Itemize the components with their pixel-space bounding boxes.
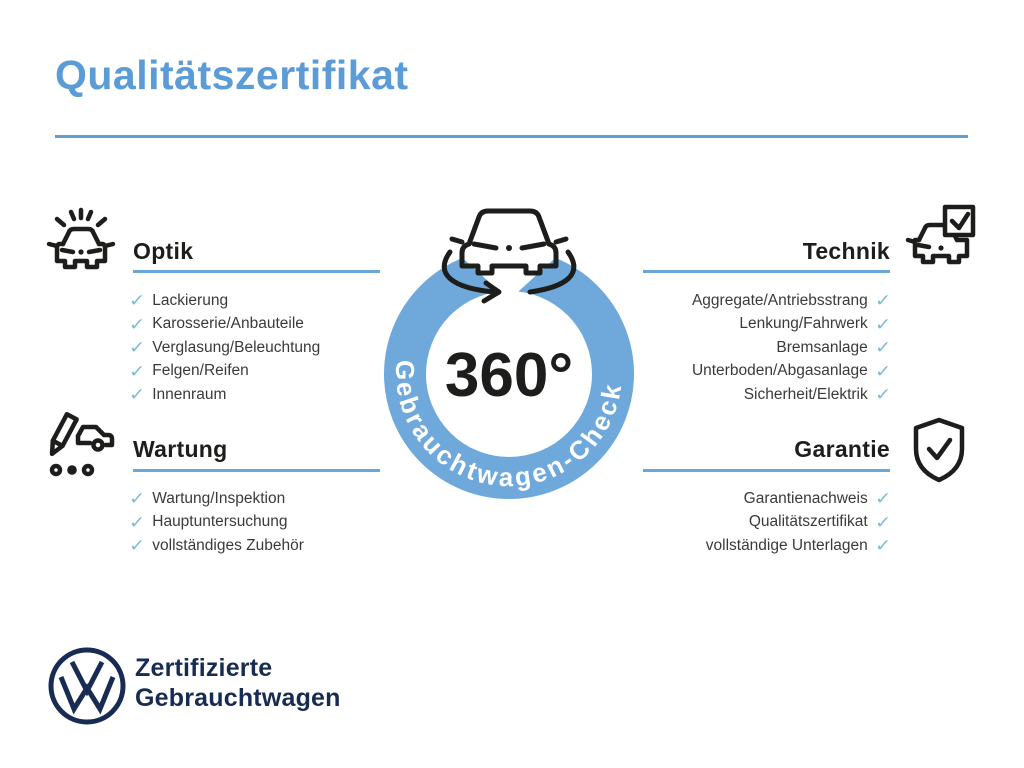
checklist-item-label: Karosserie/Anbauteile — [152, 315, 304, 333]
car-checkbox-icon — [904, 202, 978, 281]
section-title-garantie: Garantie — [794, 436, 890, 462]
check-icon: ✓ — [874, 291, 892, 311]
checklist-item — [620, 511, 890, 535]
check-icon: ✓ — [874, 338, 892, 358]
shield-check-icon — [908, 416, 970, 489]
checklist-item — [620, 360, 890, 384]
checklist-item — [620, 313, 890, 337]
service-checklist-icon — [42, 410, 118, 485]
checklist-item-label: Unterboden/Abgasanlage — [691, 362, 868, 380]
check-icon: ✓ — [128, 361, 146, 381]
checklist-item-label: Aggregate/Antriebsstrang — [691, 291, 868, 309]
checklist-item — [620, 534, 890, 558]
checklist-item-label: Qualitätszertifikat — [748, 513, 868, 531]
check-icon: ✓ — [874, 385, 892, 405]
checklist-item-label: vollständige Unterlagen — [705, 536, 868, 554]
technik-checklist — [620, 289, 890, 407]
check-icon: ✓ — [874, 361, 892, 381]
checklist-item-label: Bremsanlage — [776, 338, 868, 356]
checklist-item-label: Lackierung — [152, 291, 229, 309]
check-icon: ✓ — [874, 536, 892, 556]
checklist-item-label: Garantienachweis — [743, 489, 868, 507]
ring-label: Gebrauchtwagen-Check — [389, 359, 628, 493]
checklist-item — [620, 383, 890, 407]
check-icon: ✓ — [128, 291, 146, 311]
checklist-item-label: Felgen/Reifen — [152, 362, 249, 380]
section-title-optik: Optik — [133, 238, 194, 264]
checklist-item-label: Wartung/Inspektion — [152, 489, 286, 507]
checklist-item-label: Innenraum — [152, 385, 227, 403]
technik-rule — [643, 270, 890, 273]
check-icon: ✓ — [128, 536, 146, 556]
check-icon: ✓ — [874, 489, 892, 509]
garantie-checklist — [620, 487, 890, 558]
checklist-item-label: Verglasung/Beleuchtung — [152, 338, 321, 356]
degree-label: 360° — [444, 341, 574, 410]
checklist-item — [620, 487, 890, 511]
footer-line-1: Zertifizierte — [135, 654, 273, 682]
garantie-rule — [643, 469, 890, 472]
checklist-item — [620, 336, 890, 360]
checklist-item-label: vollständiges Zubehör — [152, 536, 304, 554]
checklist-item — [620, 289, 890, 313]
page-title: Qualitätszertifikat — [55, 52, 409, 98]
check-icon: ✓ — [128, 314, 146, 334]
title-divider — [55, 135, 968, 138]
check-icon: ✓ — [874, 314, 892, 334]
shining-car-icon — [44, 204, 118, 279]
footer-brand-text — [135, 653, 341, 713]
checklist-item — [130, 534, 400, 558]
section-title-technik: Technik — [802, 238, 890, 264]
check-icon: ✓ — [128, 489, 146, 509]
section-title-wartung: Wartung — [133, 436, 228, 462]
car-360-rotation-icon — [360, 180, 660, 515]
check-icon: ✓ — [128, 338, 146, 358]
vw-logo — [46, 645, 128, 732]
wartung-rule — [133, 469, 380, 472]
checklist-item-label: Hauptuntersuchung — [152, 513, 288, 531]
optik-rule — [133, 270, 380, 273]
check-icon: ✓ — [128, 512, 146, 532]
checklist-item-label: Sicherheit/Elektrik — [743, 385, 868, 403]
check-icon: ✓ — [128, 385, 146, 405]
check-icon: ✓ — [874, 512, 892, 532]
checklist-item-label: Lenkung/Fahrwerk — [739, 315, 868, 333]
footer-line-2: Gebrauchtwagen — [135, 684, 341, 712]
